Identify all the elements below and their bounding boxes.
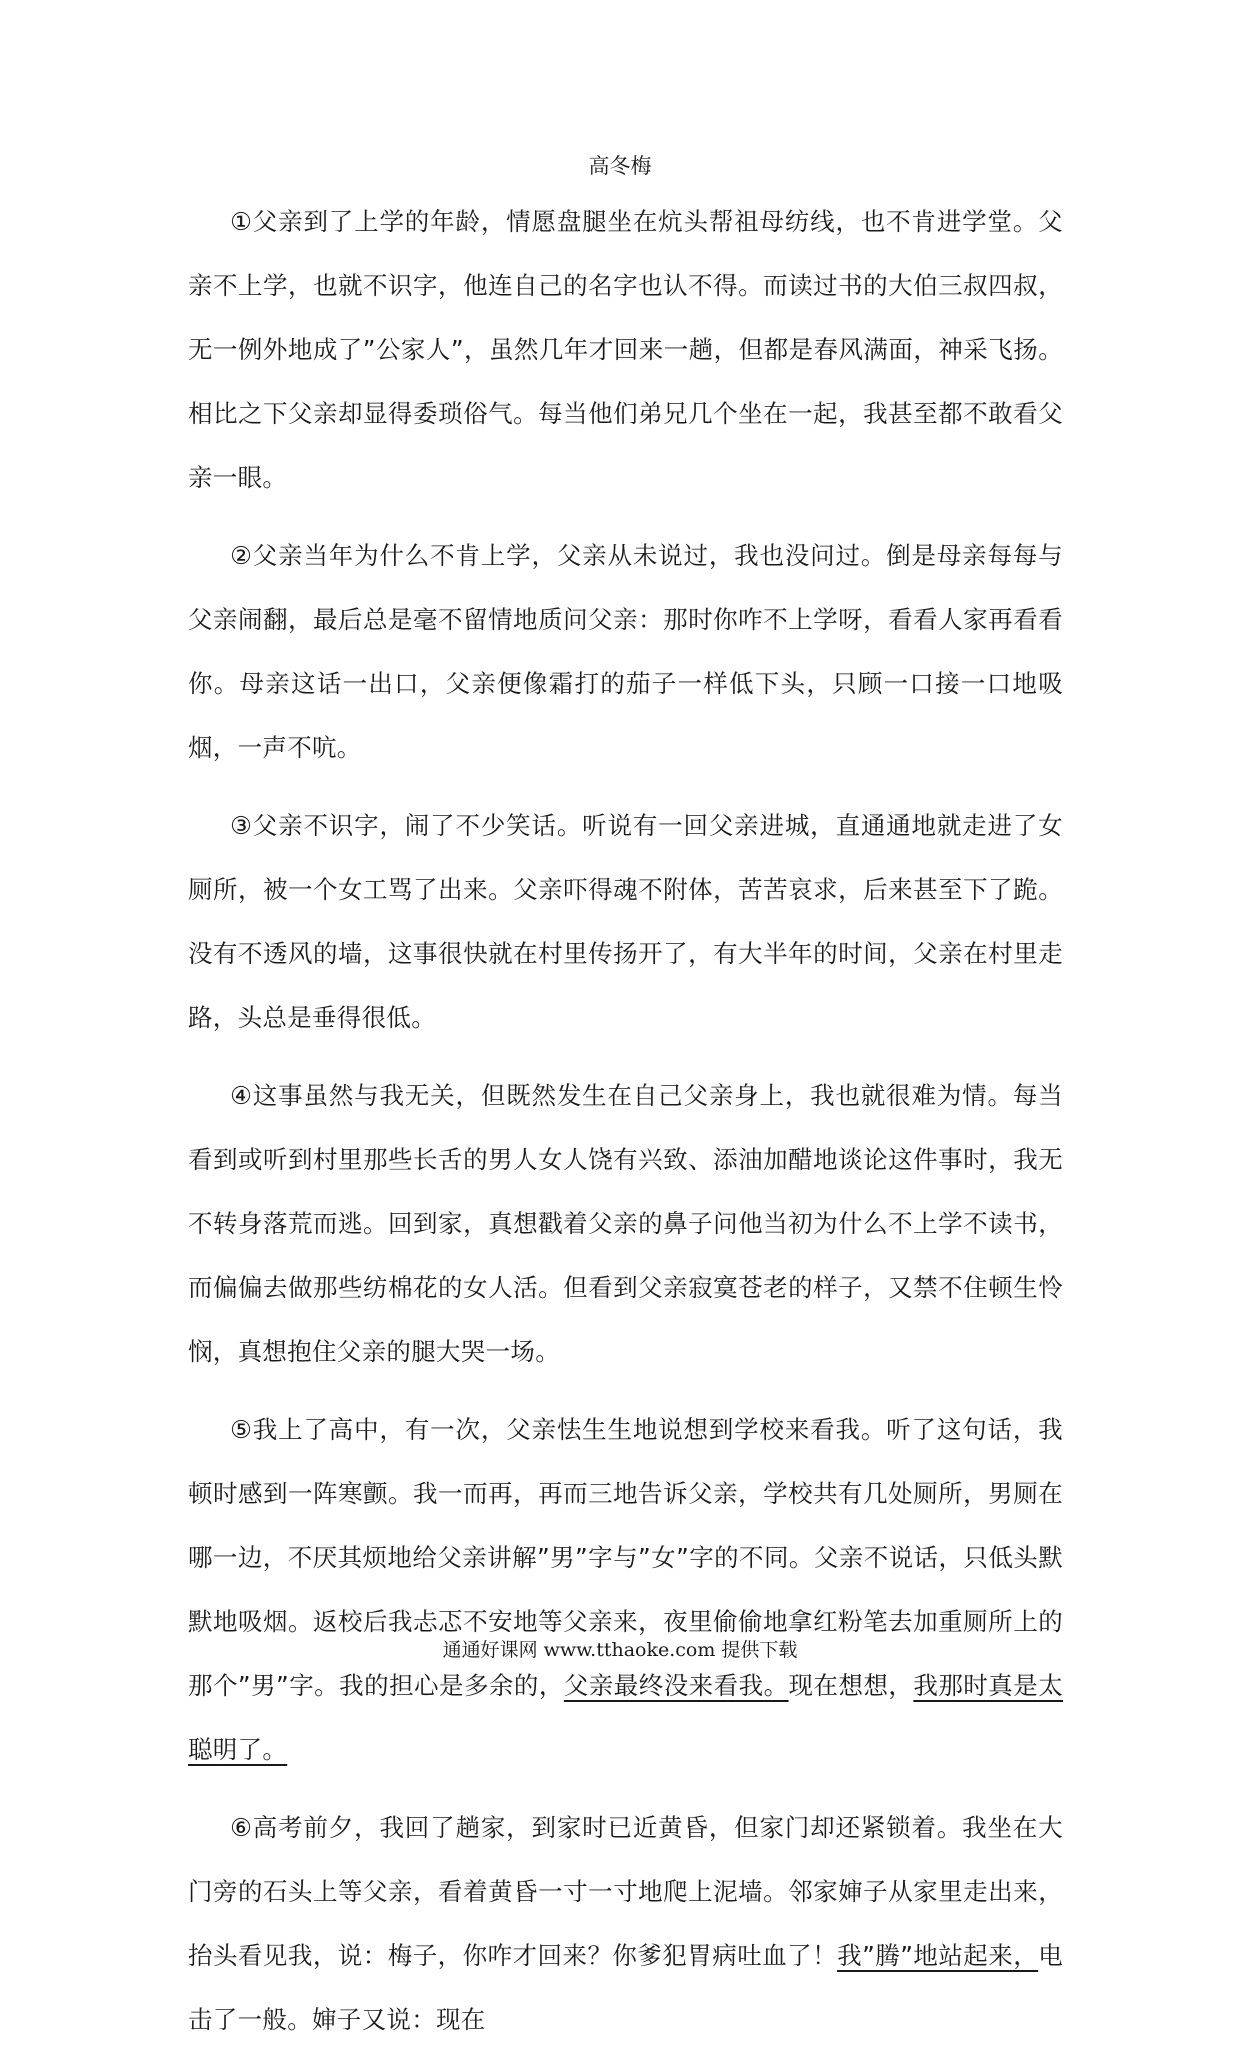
paragraph-6-text: ⑥高考前夕，我回了趟家，到家时已近黄昏，但家门却还紧锁着。我坐在大门旁的石头上等父亲，看着黄昏一寸一寸地爬上泥墙。邻家婶子从家里走出来，抬头看见我，说：梅子，你咋才回来？你爹犯胃病吐血了！ (188, 1813, 1063, 1970)
paragraph-5-text: ⑤我上了高中，有一次，父亲怯生生地说想到学校来看我。听了这句话，我顿时感到一阵寒颤。我一而再，再而三地告诉父亲，学校共有几处厕所，男厕在哪一边，不厌其烦地给父亲讲解”男”字与”女”字的不同。父亲不说话，只低头默默地吸烟。返校后我忐忑不安地等父亲来，夜里偷偷地拿红粉笔去加重厕所上的那个”男”字。我的担心是多余的， (188, 1415, 1063, 1700)
paragraph-5 (188, 1398, 1063, 1782)
document-title: 高冬梅 (588, 154, 652, 178)
paragraph-2: ②父亲当年为什么不肯上学，父亲从未说过，我也没问过。倒是母亲每每与父亲闹翻，最后总是毫不留情地质问父亲：那时你咋不上学呀，看看人家再看看你。母亲这话一出口，父亲便像霜打的茄子一样低下头，只顾一口接一口地吸烟，一声不吭。 (188, 541, 1063, 762)
underlined-sentence: 我那时真是太聪明了。 (188, 1671, 1064, 1764)
paragraph-3: ③父亲不识字，闹了不少笑话。听说有一回父亲进城，直通通地就走进了女厕所，被一个女工骂了出来。父亲吓得魂不附体，苦苦哀求，后来甚至下了跪。没有不透风的墙，这事很快就在村里传扬开了，有大半年的时间，父亲在村里走路，头总是垂得很低。 (188, 811, 1063, 1032)
paragraph-4: ④这事虽然与我无关，但既然发生在自己父亲身上，我也就很难为情。每当看到或听到村里那些长舌的男人女人饶有兴致、添油加醋地谈论这件事时，我无不转身落荒而逃。回到家，真想戳着父亲的鼻子问他当初为什么不上学不读书，而偏偏去做那些纺棉花的女人活。但看到父亲寂寞苍老的样子，又禁不住顿生怜悯，真想抱住父亲的腿大哭一场。 (188, 1081, 1063, 1366)
underlined-sentence: 父亲最终没来看我。 (563, 1671, 789, 1700)
page-footer: 通通好课网 www.tthaoke.com 提供下载 (442, 1639, 798, 1661)
paragraph-6-text-after: 电击了一般。婶子又说：现在 (188, 1941, 1063, 2034)
paragraph-1: ①父亲到了上学的年龄，情愿盘腿坐在炕头帮祖母纺线，也不肯进学堂。父亲不上学，也就不识字，他连自己的名字也认不得。而读过书的大伯三叔四叔，无一例外地成了”公家人”，虽然几年才回来一趟，但都是春风满面，神采飞扬。相比之下父亲却显得委琐俗气。每当他们弟兄几个坐在一起，我甚至都不敢看父亲一眼。 (188, 207, 1063, 492)
paragraph-6 (188, 1796, 1063, 2052)
article-body (188, 190, 1063, 2052)
paragraph-5-text-middle: 现在想想， (788, 1671, 914, 1700)
underlined-sentence: 我”腾”地站起来， (837, 1941, 1039, 1970)
